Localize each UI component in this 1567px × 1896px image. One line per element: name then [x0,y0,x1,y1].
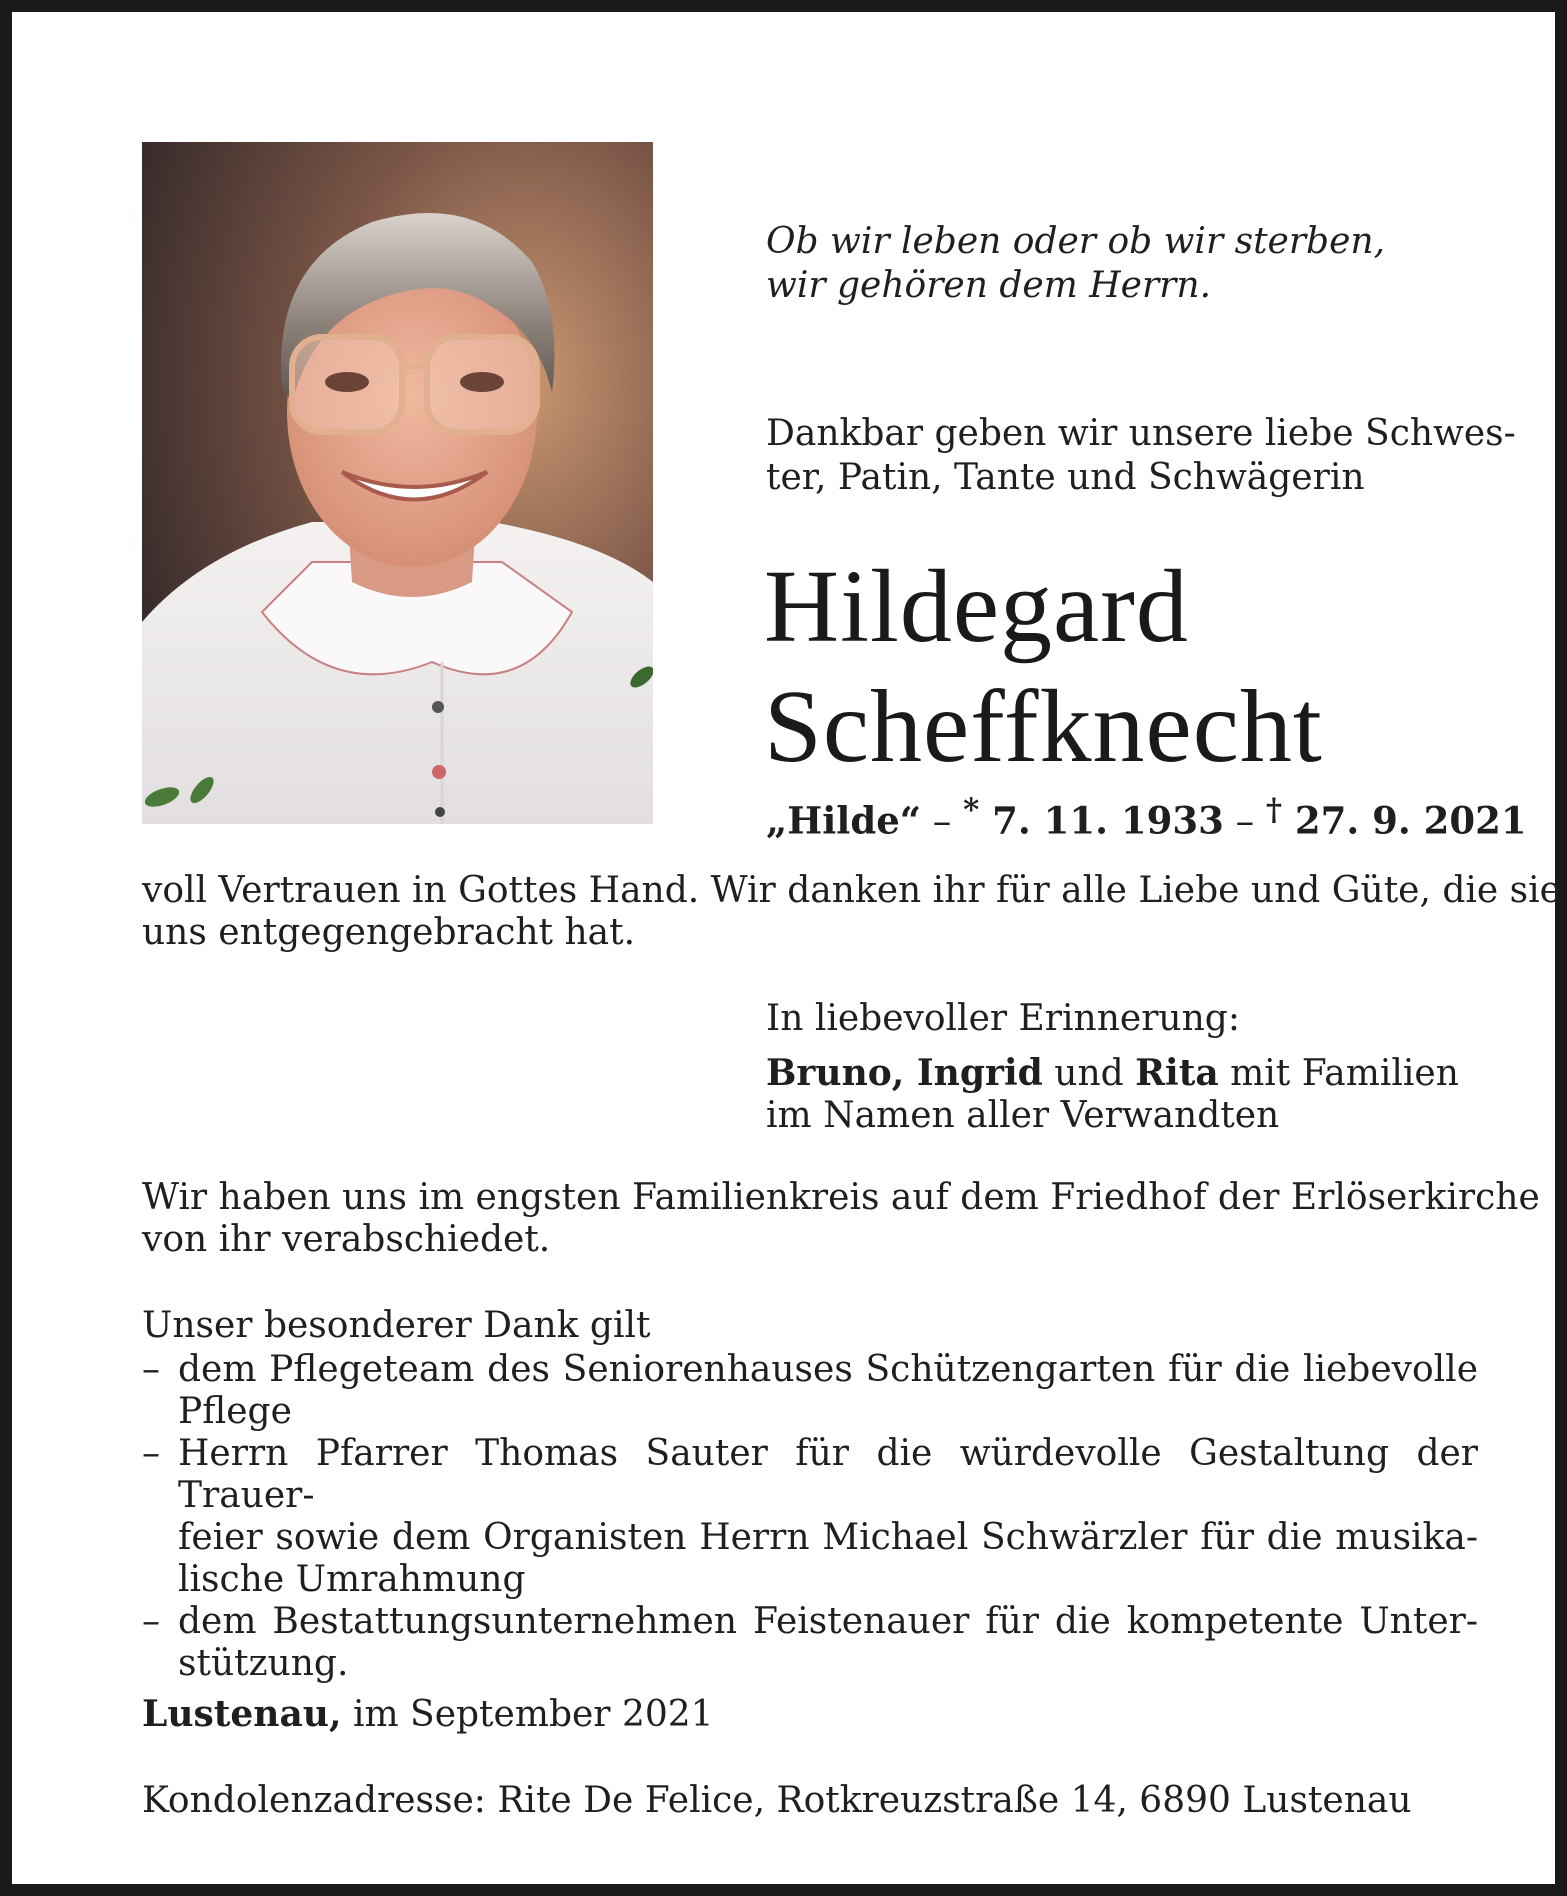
paragraph-line: Wir haben uns im engsten Familienkreis auf dem Friedhof der Erlöserkirche [142,1177,1540,1218]
paragraph-farewell [142,1177,1540,1261]
portrait-photo [142,142,653,824]
quote-line-2: wir gehören dem Herrn. [766,265,1212,306]
life-dates [766,788,1527,843]
intro-text [766,412,1516,500]
dates-separator-2: – [1223,799,1266,843]
mourner-names-1: Bruno, Ingrid [766,1052,1043,1094]
mourner-conjunction: und [1042,1053,1136,1094]
paragraph-line: uns entgegengebracht hat. [142,912,636,953]
mourner-suffix: mit Familien [1218,1053,1459,1094]
birth-date: 7. 11. 1933 [979,798,1224,843]
list-item-line: Herrn Pfarrer Thomas Sauter für die würdevolle Gestaltung der Trauer- [178,1433,1478,1516]
mourners-block [766,998,1486,1137]
birth-symbol: * [963,792,980,828]
last-name: Scheffknecht [764,669,1323,784]
mourners-names [766,1052,1486,1095]
bible-quote [766,220,1486,308]
list-dash: – [142,1601,160,1642]
paragraph-trust [142,870,1561,954]
list-item [142,1433,1478,1601]
portrait-photo-icon [142,142,653,824]
deceased-name [764,547,1524,787]
paragraph-line: voll Vertrauen in Gottes Hand. Wir danken ihr für alle Liebe und Güte, die sie [142,870,1561,911]
death-date: 27. 9. 2021 [1281,798,1527,843]
mourners-relatives: im Namen aller Verwandten [766,1095,1280,1136]
dates-separator-1: – [921,799,964,843]
death-symbol: † [1265,792,1282,828]
list-item-line: dem Pflegeteam des Seniorenhauses Schützengarten für die liebevolle [178,1349,1478,1390]
intro-line-2: ter, Patin, Tante und Schwägerin [766,457,1365,498]
list-dash: – [142,1433,160,1474]
place-date [142,1693,714,1736]
list-item [142,1349,1478,1433]
mourner-name-2: Rita [1135,1052,1219,1094]
thanks-list [142,1349,1478,1685]
memory-heading: In liebevoller Erinnerung: [766,998,1240,1039]
first-name: Hildegard [764,549,1189,664]
nickname: „Hilde“ [766,798,922,843]
condolence-address: Kondolenzadresse: Rite De Felice, Rotkreuzstraße 14, 6890 Lustenau [142,1780,1412,1821]
list-item-line: feier sowie dem Organisten Herrn Michael Schwärzler für die musika- [178,1517,1478,1558]
list-item-line: lische Umrahmung [178,1559,526,1600]
place-month: im September 2021 [341,1694,714,1735]
place-city: Lustenau, [142,1693,342,1735]
intro-line-1: Dankbar geben wir unsere liebe Schwes- [766,413,1516,454]
paragraph-line: von ihr verabschiedet. [142,1219,551,1260]
list-item-line: stützung. [178,1643,349,1684]
list-item-line: Pflege [178,1391,292,1432]
list-item-line: dem Bestattungsunternehmen Feistenauer für die kompetente Unter- [178,1601,1478,1642]
quote-line-1: Ob wir leben oder ob wir sterben, [766,221,1386,262]
thanks-heading: Unser besonderer Dank gilt [142,1305,651,1346]
list-item [142,1601,1478,1685]
list-dash: – [142,1349,160,1390]
